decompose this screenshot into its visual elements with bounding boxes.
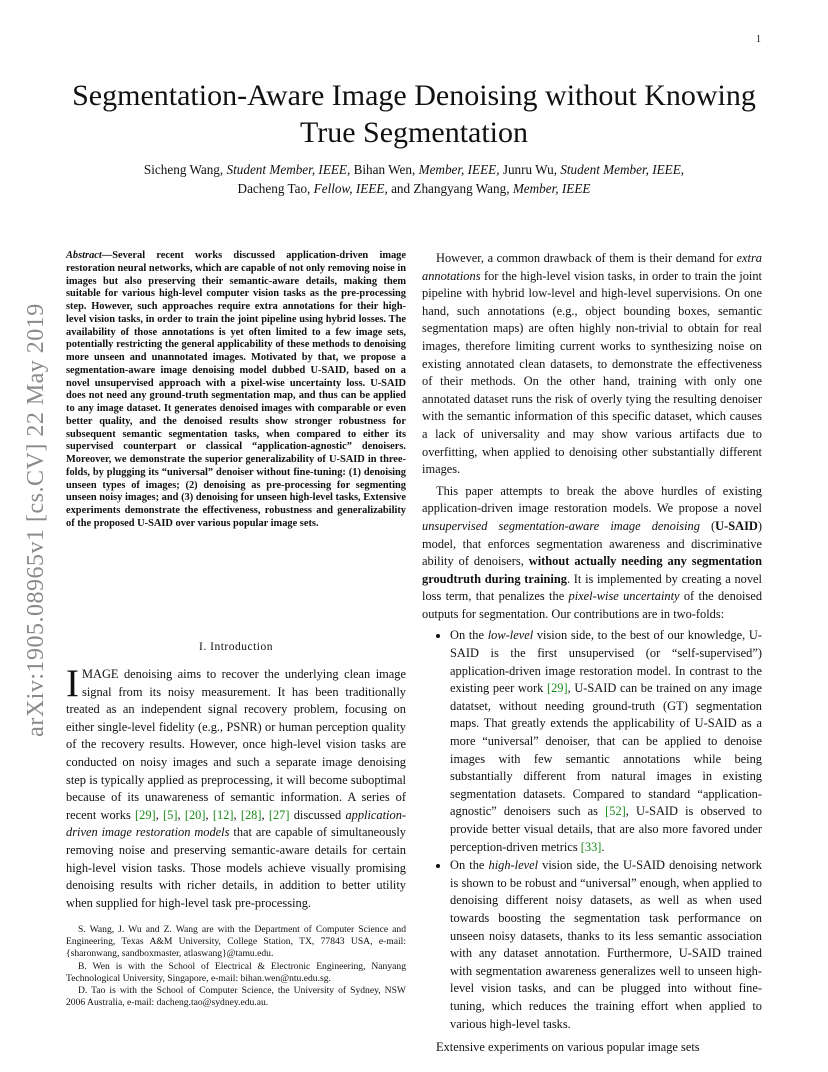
paragraph: Extensive experiments on various popular image sets xyxy=(436,1040,700,1055)
citation-link[interactable]: [20] xyxy=(184,807,206,822)
footnote: S. Wang, J. Wu and Z. Wang are with the Department of Computer Science and Engineering, Texas A&M University, College Station, TX, 77843 USA, e-mail: {sharonwang, sandboxmaster, atlaswang}@tamu.edu. xyxy=(66,924,406,960)
author-name: and Zhangyang Wang, xyxy=(387,181,513,196)
list-item: • On the high-level vision side, the U-SAID denoising network is shown to be robust and “universal” enough, when applied to denoising different noisy datasets, as well as when used towards boosting the segmentation task performance on unseen noisy datasets, thanks to its less semantic association with any dataset annotation. Furthermore, U-SAID trained with segmentation awareness generalizes well to unseen high-level vision tasks, and can be plugged into without fine-tuning, which reduces the training effort when applied to various high-level tasks. xyxy=(450,857,762,1033)
paragraph: This paper attempts to break the above hurdles of existing application-driven image restoration models. We propose a novel unsupervised segmentation-aware image denoising (U-SAID) model, that enforces segmentation awareness and discriminative ability of denoisers, without actually needing any segmentation groudtruth during training. It is implemented by creating a novel loss term, that penalizes the pixel-wise uncertainty of the denoised outputs for segmentation. Our contributions are in two-folds: xyxy=(422,483,763,621)
citation-link[interactable]: [28] xyxy=(240,807,262,822)
arxiv-stamp: arXiv:1905.08965v1 [cs.CV] 22 May 2019 xyxy=(23,303,49,737)
citation-link[interactable]: [5] xyxy=(163,807,178,822)
footnotes xyxy=(66,924,406,1009)
author-name: Sicheng Wang, xyxy=(143,162,227,177)
citation-link[interactable]: [12] xyxy=(212,807,234,822)
citation-link[interactable]: [27] xyxy=(268,807,290,822)
author-name: Dacheng Tao, xyxy=(237,181,314,196)
author-role: Fellow, IEEE, xyxy=(313,181,388,196)
author-name: Bihan Wen, xyxy=(350,162,419,177)
intro-paragraph: IMAGE denoising aims to recover the underlying clean image signal from its noisy measurement. It has been traditionally treated as an independent signal recovery problem, focusing on either single-level fidelity (e.g., PSNR) or human perception quality of the recovery results. However, once high-level vision tasks are conducted on noisy images and such a separate image denoising step is typically applied as preprocessing, it will become suboptimal because of its unawareness of semantic information. A series of recent works [29], [5], [20], [12], [28], [27] discussed application-driven image restoration models that are capable of simultaneously removing noise and preserving semantic-aware details for certain high-level vision tasks. Those models achieve visually promising denoising results with richer details, in addition to better utility when supplied for high-level task pre-processing. xyxy=(66,662,407,910)
author-name: Junru Wu, xyxy=(499,162,561,177)
author-role: Student Member, IEEE, xyxy=(560,162,685,177)
abstract xyxy=(66,250,406,531)
citation-link[interactable]: [29] xyxy=(546,681,568,696)
section-heading: I. Introduction xyxy=(199,641,273,653)
abstract-heading: Abstract xyxy=(66,250,102,261)
footnote: B. Wen is with the School of Electrical & Electronic Engineering, Nanyang Technological University, Singapore, e-mail: bihan.wen@ntu.edu.sg. xyxy=(66,960,406,984)
drop-cap: I xyxy=(66,662,79,705)
paragraph: However, a common drawback of them is their demand for extra annotations for the high-level vision tasks, in order to train the joint pipeline with hybrid low-level and high-level supervisions. On one hand, such annotations (e.g., object bounding boxes, semantic segmentation maps) are often highly non-trivial to obtain for real images, therefore limiting current works to synthesizing noise on existing annotated clean datasets, to demonstrate the effectiveness of their methods. On the other hand, training with only one annotated dataset runs the risk of overly tying the resulting denoiser with the semantic information of this specific dataset, which causes a lack of universality and may show various artifacts due to overfitting, when applied to denoising other substantially different images. xyxy=(422,251,762,477)
citation-link[interactable]: [29] xyxy=(135,807,156,822)
abstract-text: —Several recent works discussed application-driven image restoration neural networks, which are capable of not only removing noise in images but also preserving their semantic-aware details, making them suitable for various high-level computer vision tasks as the pre-processing step. However, such approaches require extra annotations for their high-level vision tasks, in order to train the joint pipeline using hybrid losses. The availability of those annotations is yet often limited to a few image sets, potentially restricting the general applicability of these methods to denoising more unseen and unannotated images. Motivated by that, we propose a segmentation-aware image denoising model dubbed U-SAID, based on a novel unsupervised approach with a pixel-wise uncertainty loss. U-SAID does not need any ground-truth segmentation map, and thus can be applied to any image dataset. It generates denoised images with comparable or even better quality, and the denoised results show stronger robustness for subsequent semantic segmentation tasks, when compared to either its supervised counterpart or classical “application-agnostic” denoisers. Moreover, we demonstrate the superior generalizability of U-SAID in three-folds, by plugging its “universal” denoiser without fine-tuning: (1) denoising unseen types of images; (2) denoising as pre-processing for segmenting unseen noisy images; and (3) denoising for unseen high-level tasks, Extensive experiments demonstrate the effectiveness, robustness and generalizability of the proposed U-SAID over various popular image sets. xyxy=(66,250,407,529)
footnote: D. Tao is with the School of Computer Science, the University of Sydney, NSW 2006 Australia, e-mail: dacheng.tao@sydney.edu.au. xyxy=(66,985,406,1009)
intro-text: MAGE denoising aims to recover the underlying clean image signal from its noisy measurement. It has been traditionally treated as an independent signal recovery problem, focusing on either single-level fidelity (e.g., PSNR) or human perception quality of the recovery results. However, once high-level vision tasks are conducted on noisy images and such a separate image denoising step is typically applied as preprocessing, it will become suboptimal because of its unawareness of semantic information. A series of recent works xyxy=(66,667,406,822)
list-item: • On the low-level vision side, to the best of our knowledge, U-SAID is the first unsupervised (or “self-supervised”) application-driven image restoration model. In contrast to the existing peer work [29], U-SAID can be trained on any image datatset, without needing ground-truth (GT) segmentation maps. That greatly extends the applicability of U-SAID as a more “universal” denoiser, that can be applied to denoise images with few semantic annotations while being substantially different from natural images in existing segmentation datasets. Compared to standard “application-agnostic” denoisers such as [52], U-SAID is observed to provide better visual details, that are also more favored under perception-driven metrics [33]. xyxy=(450,627,762,856)
author-role: Member, IEEE xyxy=(512,181,591,196)
intro-emphasis: application-driven image restoration models xyxy=(66,807,407,840)
author-list xyxy=(70,160,758,198)
author-role: Member, IEEE, xyxy=(418,162,500,177)
right-column xyxy=(422,250,762,1057)
intro-text: discussed xyxy=(289,807,346,822)
contribution-list xyxy=(422,627,762,1033)
intro-text: that are capable of simultaneously removing noise and preserving semantic-aware details for certain high-level vision tasks. Those models achieve visually promising denoising results with richer details, in addition to better utility when supplied for high-level task pre-processing. xyxy=(66,825,406,910)
page-number: 1 xyxy=(756,34,761,45)
author-role: Student Member, IEEE, xyxy=(226,162,351,177)
citation-link[interactable]: [33] xyxy=(580,839,602,854)
paper-title: Segmentation-Aware Image Denoising without Knowing True Segmentation xyxy=(72,79,756,149)
citation-link[interactable]: [52] xyxy=(605,804,626,819)
